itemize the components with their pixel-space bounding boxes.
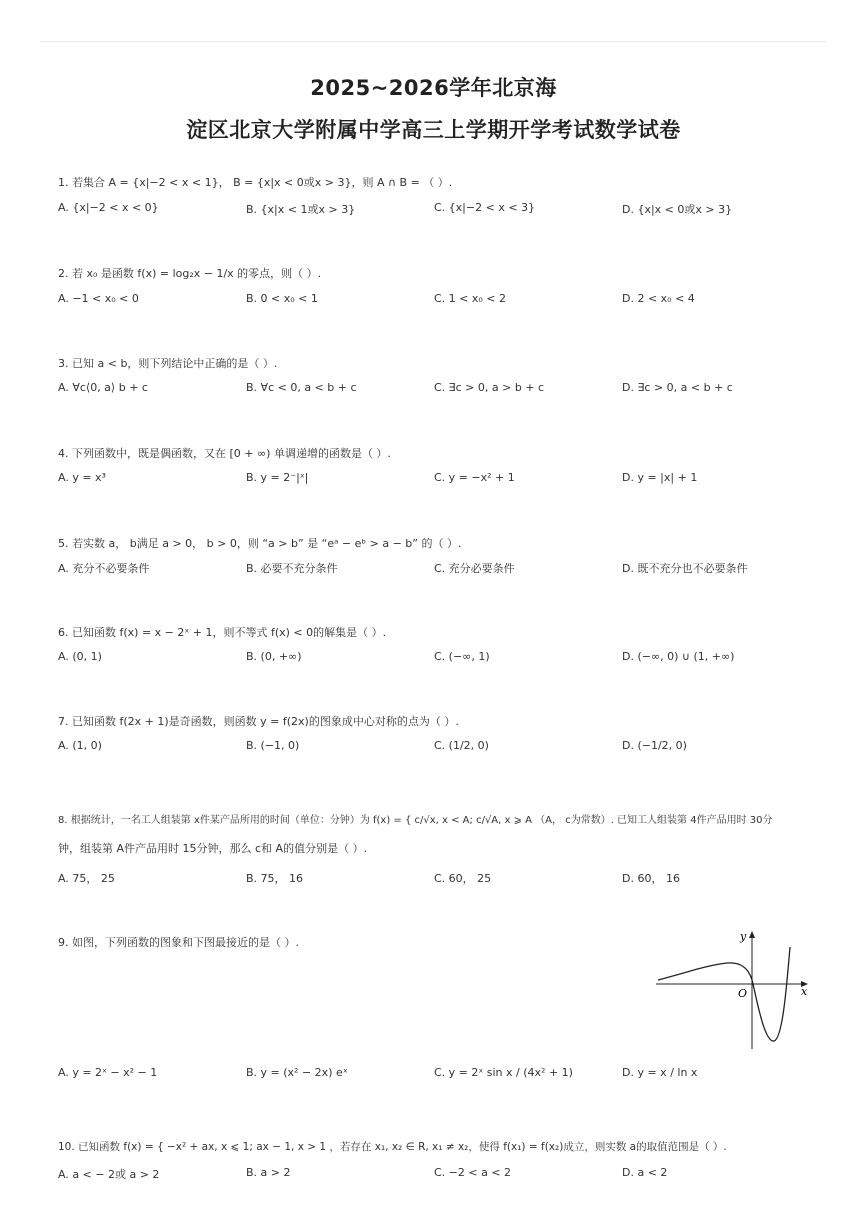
option-c[interactable]: C. y = −x² + 1 (434, 471, 515, 484)
option-d[interactable]: D. 既不充分也不必要条件 (622, 562, 748, 575)
question-stem: 3. 已知 a < b，则下列结论中正确的是（ ）. (58, 357, 278, 370)
origin-label: O (738, 987, 748, 1000)
option-b[interactable]: B. {x|x < 1或x > 3} (246, 203, 356, 216)
header-divider (40, 41, 827, 42)
question-stem: 9. 如图，下列函数的图象和下图最接近的是（ ）. (58, 936, 299, 949)
option-b[interactable]: B. 75， 16 (246, 872, 304, 885)
option-a[interactable]: A. 75， 25 (58, 872, 115, 885)
x-axis-label: x (801, 985, 808, 998)
option-b[interactable]: B. (0, +∞) (246, 650, 302, 663)
question-7 (58, 714, 808, 730)
question-10 (58, 1139, 808, 1155)
option-d[interactable]: D. ∃c > 0, a < b + c (622, 381, 733, 394)
option-c[interactable]: C. (1/2, 0) (434, 739, 489, 752)
question-3 (58, 356, 808, 372)
question-stem: 10. 已知函数 f(x) = { −x² + ax, x ⩽ 1; ax − 1, x > 1 ，若存在 x₁, x₂ ∈ R, x₁ ≠ x₂，使得 f(x₁) = f(x₂)成立，则实数 a的取值范围是（ ）. (58, 1141, 727, 1153)
question-stem: 5. 若实数 a， b满足 a > 0， b > 0，则 “a > b” 是 “eᵃ − eᵇ > a − b” 的（ ）. (58, 537, 462, 550)
option-a[interactable]: A. ∀c⟨0, a⟩ b + c (58, 381, 148, 394)
option-b[interactable]: B. (−1, 0) (246, 739, 300, 752)
option-d[interactable]: D. 60， 16 (622, 872, 680, 885)
option-a[interactable]: A. (0, 1) (58, 650, 102, 663)
function-graph (652, 925, 812, 1053)
y-axis-arrow-icon (749, 931, 755, 938)
question-stem-continued: 钟，组装第 A件产品用时 15分钟，那么 c和 A的值分别是（ ）. (58, 842, 368, 855)
option-d[interactable]: D. {x|x < 0或x > 3} (622, 203, 733, 216)
option-c[interactable]: C. y = 2ˣ sin x / (4x² + 1) (434, 1066, 573, 1079)
option-a[interactable]: A. 充分不必要条件 (58, 562, 150, 575)
option-d[interactable]: D. y = |x| + 1 (622, 471, 698, 484)
option-a[interactable]: A. a < − 2或 a > 2 (58, 1168, 160, 1181)
option-b[interactable]: B. 必要不充分条件 (246, 562, 338, 575)
exam-title-line1: 2025~2026学年北京海 (310, 76, 557, 100)
question-stem: 7. 已知函数 f(2x + 1)是奇函数，则函数 y = f(2x)的图象成中心对称的点为（ ）. (58, 715, 459, 728)
option-b[interactable]: B. y = 2⁻|ˣ| (246, 471, 309, 484)
option-c[interactable]: C. −2 < a < 2 (434, 1166, 512, 1179)
question-6 (58, 625, 808, 641)
question-stem: 1. 若集合 A = {x|−2 < x < 1}， B = {x|x < 0或x > 3}，则 A ∩ B = （ ）. (58, 176, 453, 189)
option-c[interactable]: C. {x|−2 < x < 3} (434, 201, 536, 214)
option-d[interactable]: D. a < 2 (622, 1166, 668, 1179)
question-4 (58, 446, 808, 462)
option-a[interactable]: A. {x|−2 < x < 0} (58, 201, 159, 214)
option-b[interactable]: B. 0 < x₀ < 1 (246, 292, 318, 305)
option-d[interactable]: D. 2 < x₀ < 4 (622, 292, 695, 305)
option-b[interactable]: B. y = (x² − 2x) eˣ (246, 1066, 348, 1079)
option-d[interactable]: D. (−1/2, 0) (622, 739, 687, 752)
option-c[interactable]: C. 1 < x₀ < 2 (434, 292, 507, 305)
option-a[interactable]: A. (1, 0) (58, 739, 102, 752)
option-b[interactable]: B. ∀c < 0, a < b + c (246, 381, 357, 394)
question-stem: 6. 已知函数 f(x) = x − 2ˣ + 1，则不等式 f(x) < 0的解集是（ ）. (58, 626, 387, 639)
function-curve (658, 947, 790, 1041)
option-c[interactable]: C. 充分必要条件 (434, 562, 515, 575)
option-c[interactable]: C. 60， 25 (434, 872, 492, 885)
option-b[interactable]: B. a > 2 (246, 1166, 291, 1179)
question-1 (58, 175, 808, 191)
option-a[interactable]: A. y = x³ (58, 471, 106, 484)
option-c[interactable]: C. (−∞, 1) (434, 650, 490, 663)
question-5 (58, 536, 808, 552)
question-2 (58, 266, 808, 282)
question-stem: 4. 下列函数中，既是偶函数，又在 [0 + ∞) 单调递增的函数是（ ）. (58, 447, 391, 460)
y-axis-label: y (740, 930, 747, 943)
question-stem: 2. 若 x₀ 是函数 f(x) = log₂x − 1/x 的零点，则（ ）. (58, 267, 322, 280)
question-stem: 8. 根据统计，一名工人组装第 x件某产品所用的时间（单位：分钟）为 f(x) = { c/√x, x < A; c/√A, x ⩾ A （A， c为常数）. 已知工人组装第 4件产品用时 30分 (58, 815, 773, 826)
option-a[interactable]: A. −1 < x₀ < 0 (58, 292, 139, 305)
question-8 (58, 813, 808, 857)
exam-title-line2: 淀区北京大学附属中学高三上学期开学考试数学试卷 (186, 118, 681, 142)
option-a[interactable]: A. y = 2ˣ − x² − 1 (58, 1066, 158, 1079)
option-d[interactable]: D. y = x / ln x (622, 1066, 698, 1079)
option-d[interactable]: D. (−∞, 0) ∪ (1, +∞) (622, 650, 735, 663)
option-c[interactable]: C. ∃c > 0, a > b + c (434, 381, 545, 394)
